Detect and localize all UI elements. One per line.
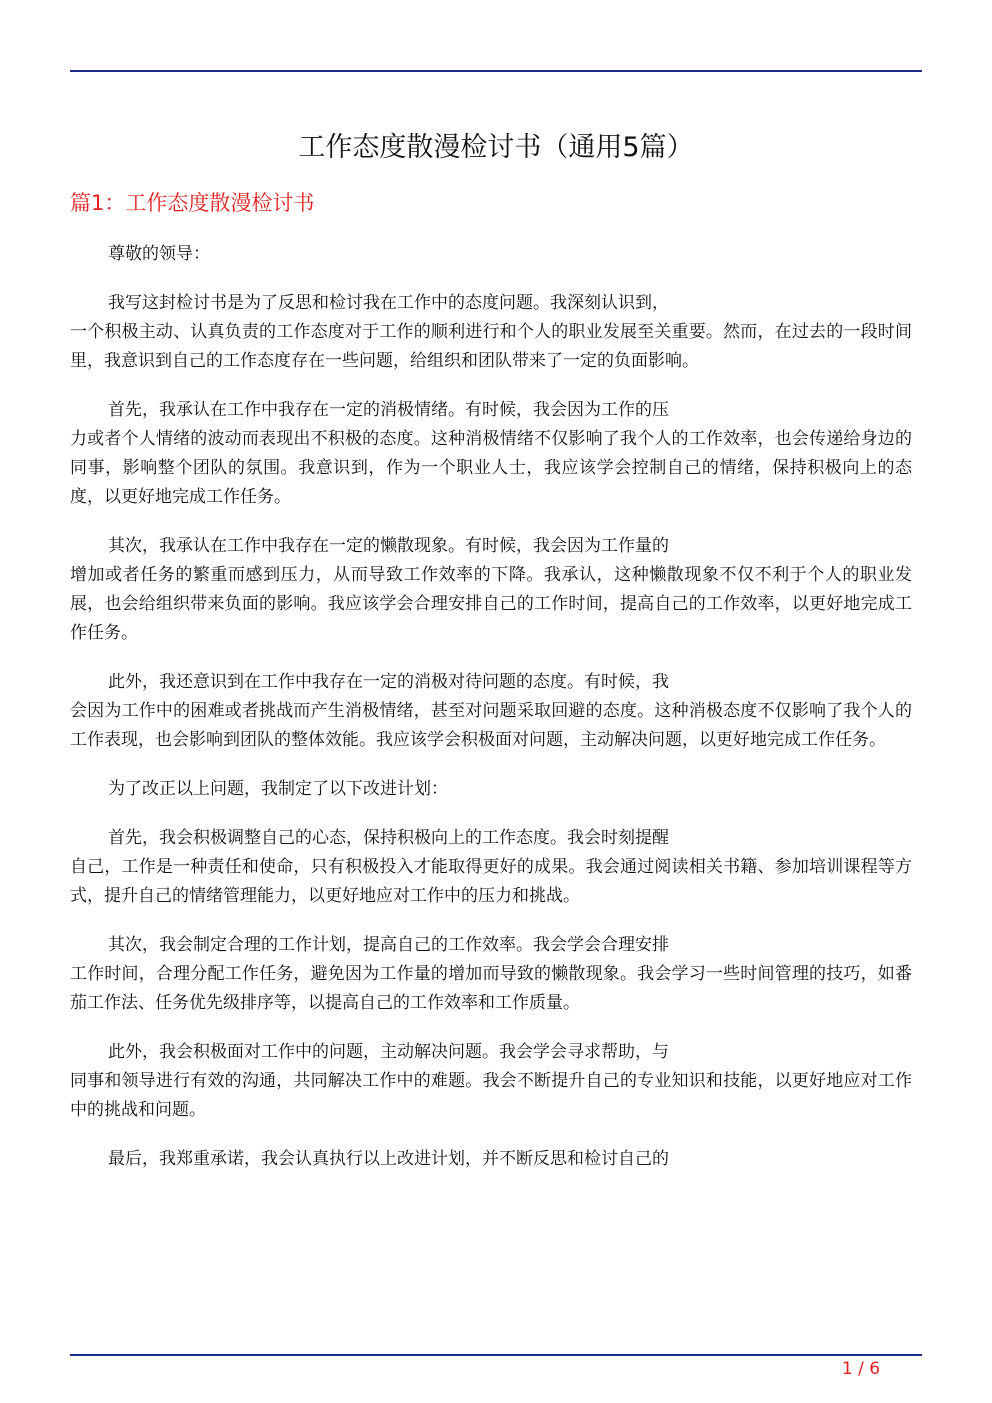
footer-rule	[70, 1354, 922, 1356]
paragraph-text: 同事和领导进行有效的沟通，共同解决工作中的难题。我会不断提升自己的专业知识和技能，以更好地应对工作中的挑战和问题。	[70, 1071, 912, 1120]
header-rule	[70, 70, 922, 72]
paragraph	[70, 668, 912, 755]
paragraph-text: 工作时间，合理分配工作任务，避免因为工作量的增加而导致的懒散现象。我会学习一些时间管理的技巧，如番茄工作法、任务优先级排序等，以提高自己的工作效率和工作质量。	[70, 964, 912, 1013]
page-number: 1 / 6	[841, 1359, 881, 1379]
paragraph-first-line: 首先，我会积极调整自己的心态，保持积极向上的工作态度。我会时刻提醒	[108, 828, 669, 848]
paragraph	[70, 240, 912, 269]
paragraph-first-line: 其次，我承认在工作中我存在一定的懒散现象。有时候，我会因为工作量的	[108, 536, 669, 556]
paragraph-first-line: 我写这封检讨书是为了反思和检讨我在工作中的态度问题。我深刻认识到，	[108, 293, 669, 313]
paragraph	[70, 532, 912, 648]
paragraph	[70, 775, 912, 804]
paragraph-first-line: 首先，我承认在工作中我存在一定的消极情绪。有时候，我会因为工作的压	[108, 400, 669, 420]
document-body	[70, 240, 912, 1194]
document-title: 工作态度散漫检讨书（通用5篇）	[298, 132, 694, 163]
paragraph	[70, 396, 912, 512]
paragraph	[70, 1038, 912, 1125]
paragraph	[70, 824, 912, 911]
paragraph-first-line: 此外，我还意识到在工作中我存在一定的消极对待问题的态度。有时候，我	[108, 672, 669, 692]
paragraph	[70, 931, 912, 1018]
paragraph-text: 一个积极主动、认真负责的工作态度对于工作的顺利进行和个人的职业发展至关重要。然而，在过去的一段时间里，我意识到自己的工作态度存在一些问题，给组织和团队带来了一定的负面影响。	[70, 322, 912, 371]
paragraph	[70, 289, 912, 376]
paragraph-first-line: 其次，我会制定合理的工作计划，提高自己的工作效率。我会学会合理安排	[108, 935, 669, 955]
paragraph-text: 增加或者任务的繁重而感到压力，从而导致工作效率的下降。我承认，这种懒散现象不仅不利于个人的职业发展，也会给组织带来负面的影响。我应该学会合理安排自己的工作时间，提高自己的工作效率，以更好地完成工作任务。	[70, 565, 912, 643]
paragraph	[70, 1145, 912, 1174]
paragraph-first-line: 尊敬的领导：	[108, 244, 210, 264]
section-heading: 篇1：工作态度散漫检讨书	[70, 191, 315, 215]
paragraph-first-line: 最后，我郑重承诺，我会认真执行以上改进计划，并不断反思和检讨自己的	[108, 1149, 669, 1169]
paragraph-first-line: 为了改正以上问题，我制定了以下改进计划：	[108, 779, 448, 799]
paragraph-first-line: 此外，我会积极面对工作中的问题，主动解决问题。我会学会寻求帮助，与	[108, 1042, 669, 1062]
paragraph-text: 力或者个人情绪的波动而表现出不积极的态度。这种消极情绪不仅影响了我个人的工作效率，也会传递给身边的同事，影响整个团队的氛围。我意识到，作为一个职业人士，我应该学会控制自己的情绪，保持积极向上的态度，以更好地完成工作任务。	[70, 429, 912, 507]
paragraph-text: 自己，工作是一种责任和使命，只有积极投入才能取得更好的成果。我会通过阅读相关书籍、参加培训课程等方式，提升自己的情绪管理能力，以更好地应对工作中的压力和挑战。	[70, 857, 912, 906]
paragraph-text: 会因为工作中的困难或者挑战而产生消极情绪，甚至对问题采取回避的态度。这种消极态度不仅影响了我个人的工作表现，也会影响到团队的整体效能。我应该学会积极面对问题，主动解决问题，以更好地完成工作任务。	[70, 701, 912, 750]
